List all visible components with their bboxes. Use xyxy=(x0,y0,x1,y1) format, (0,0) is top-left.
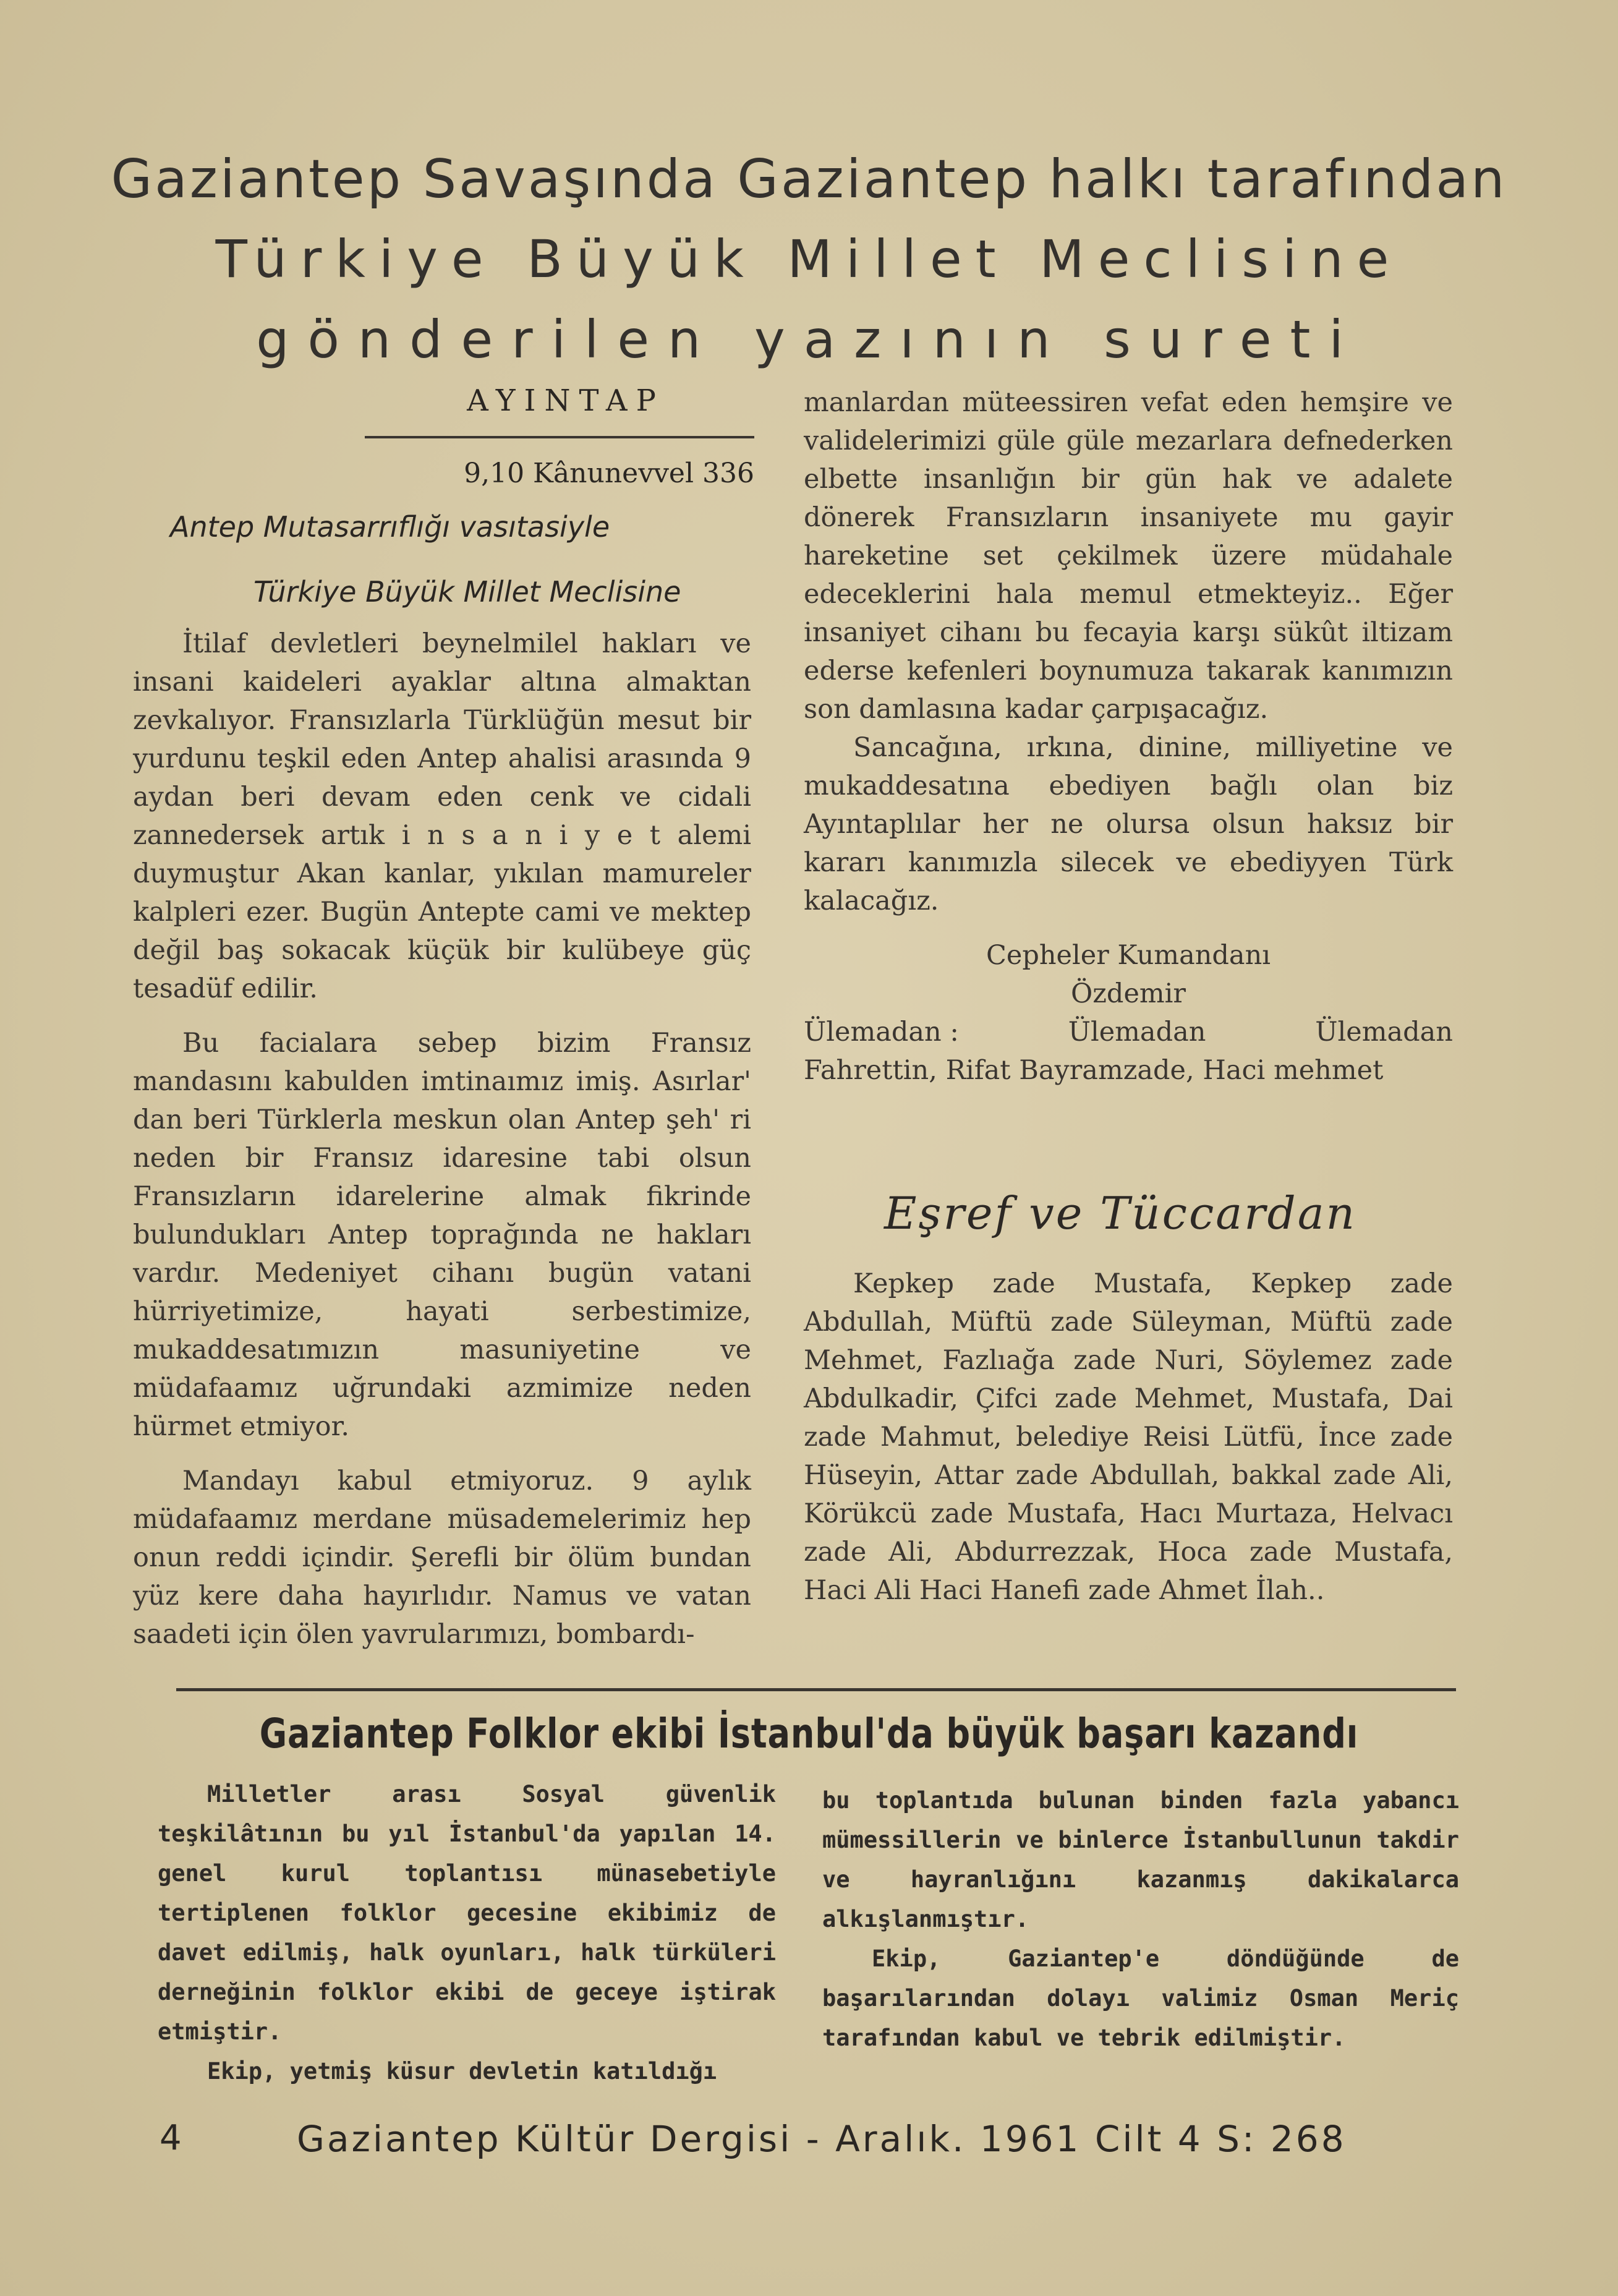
letter-paragraph: manlardan müteessiren vefat eden hemşire ve validelerimizi güle güle mezarlara defnederken elbette insanlığın bir gün hak ve adalete dönerek Fransızların insaniyete mu gayir hareketine set çekilmek üzere müdahale edeceklerini hala memul etmekteyiz.. Eğer insaniyet cihanı bu fecayia karşı sükût iltizam ederse kefenleri boynumuza takarak kanımızın son damlasına kadar çarpışacağız. xyxy=(804,387,1453,725)
letter-right-column xyxy=(804,383,1453,1090)
article-headline: Gaziantep Folklor ekibi İstanbul'da büyük başarı kazandı xyxy=(259,1710,1359,1757)
commander-title: Cepheler Kumandanı xyxy=(986,940,1271,971)
letter-left-column xyxy=(133,625,751,1654)
title-line-1: Gaziantep Savaşında Gaziantep halkı tarafından xyxy=(111,148,1507,210)
section-divider xyxy=(176,1688,1456,1691)
letter-via: Antep Mutasarrıflığı vasıtasiyle xyxy=(170,510,610,544)
letter-recipient: Türkiye Büyük Millet Meclisine xyxy=(253,575,681,608)
letter-paragraph: İtilaf devletleri beynelmilel hakları ve insani kaideleri ayaklar altına almaktan zevkalıyor. Fransızlarla Türklüğün mesut bir yurdunu teşkil eden Antep ahalisi arasında 9 aydan beri devam eden cenk ve cidali zannedersek artık i n s a n i y e t alemi duymuştur Akan kanlar, yıkılan mamureler kalpleri ezer. Bugün Antepte cami ve mektep değil baş sokacak küçük bir kulübeye güç tesadüf edilir. xyxy=(133,628,751,1004)
ulema-label: Ülemadan : xyxy=(804,1017,959,1048)
letter-place: AYINTAP xyxy=(467,383,665,418)
title-line-3: gönderilen yazının sureti xyxy=(256,309,1362,370)
page-number: 4 xyxy=(160,2118,182,2158)
ulema-row xyxy=(804,1013,1453,1051)
ulema-label: Ülemadan xyxy=(1315,1017,1453,1048)
place-underline xyxy=(365,436,754,438)
letter-paragraph: Sancağına, ırkına, dinine, milliyetine ve mukaddesatına ebediyen bağlı olan biz Ayıntaplılar her ne olursa olsun haksız bir kararı kanımızla silecek ve ebediyyen Türk kalacağız. xyxy=(804,732,1453,916)
ulema-label: Ülemadan xyxy=(1068,1017,1206,1048)
article-paragraph: Ekip, Gaziantep'e döndüğünde de başarılarından dolayı valimiz Osman Meriç tarafından kabul ve tebrik edilmiştir. xyxy=(822,1945,1459,2051)
letter-paragraph: Bu facialara sebep bizim Fransız mandasını kabulden imtinaımız imiş. Asırlar' dan beri Türklerla meskun olan Antep şeh' ri neden bir Fransız idaresine tabi olsun Fransızların idarelerine almak fikrinde bulundukları Antep toprağında ne hakları vardır. Medeniyet cihanı bugün vatani hürriyetimize, hayati serbestimize, mukaddesatımızın masuniyetine ve müdafaamız uğrundaki azmimize neden hürmet etmiyor. xyxy=(133,1028,751,1442)
names-paragraph: Kepkep zade Mustafa, Kepkep zade Abdullah, Müftü zade Süleyman, Müftü zade Mehmet, Fazlıağa zade Nuri, Söylemez zade Abdulkadir, Çifci zade Mehmet, Mustafa, Dai zade Mahmut, belediye Reisi Lütfü, İnce zade Hüseyin, Attar zade Abdullah, bakkal zade Ali, Körükcü zade Mustafa, Hacı Murtaza, Helvacı zade Ali, Abdurrezzak, Hoca zade Mustafa, Haci Ali Haci Hanefi zade Ahmet İlah.. xyxy=(804,1268,1453,1606)
commander-name: Özdemir xyxy=(1071,978,1186,1009)
publication-info: Gaziantep Kültür Dergisi - Aralık. 1961 Cilt 4 S: 268 xyxy=(297,2118,1347,2160)
article-left-column xyxy=(158,1775,776,2091)
esref-heading: Eşref ve Tüccardan xyxy=(884,1187,1357,1239)
article-paragraph: Ekip, yetmiş küsur devletin katıldığı xyxy=(207,2058,717,2085)
article-paragraph: bu toplantıda bulunan binden fazla yabancı mümessillerin ve binlerce İstanbullunun takdir ve hayranlığını kazanmış dakikalarca alkışlanmıştır. xyxy=(822,1787,1459,1932)
letter-date: 9,10 Kânunevvel 336 xyxy=(464,458,754,489)
title-line-2: Türkiye Büyük Millet Meclisine xyxy=(215,229,1403,289)
ulema-names: Fahrettin, Rifat Bayramzade, Haci mehmet xyxy=(804,1055,1384,1086)
names-column xyxy=(804,1265,1453,1610)
letter-paragraph: Mandayı kabul etmiyoruz. 9 aylık müdafaamız merdane müsademelerimiz hep onun reddi içindir. Şerefli bir ölüm bundan yüz kere daha hayırlıdır. Namus ve vatan saadeti için ölen yavrularımızı, bombardı- xyxy=(133,1466,751,1650)
article-paragraph: Milletler arası Sosyal güvenlik teşkilâtının bu yıl İstanbul'da yapılan 14. genel kurul toplantısı münasebetiyle tertiplenen folklor gecesine ekibimiz de davet edilmiş, halk oyunları, halk türküleri derneğinin folklor ekibi de geceye iştirak etmiştir. xyxy=(158,1781,776,2045)
article-right-column xyxy=(822,1781,1459,2058)
